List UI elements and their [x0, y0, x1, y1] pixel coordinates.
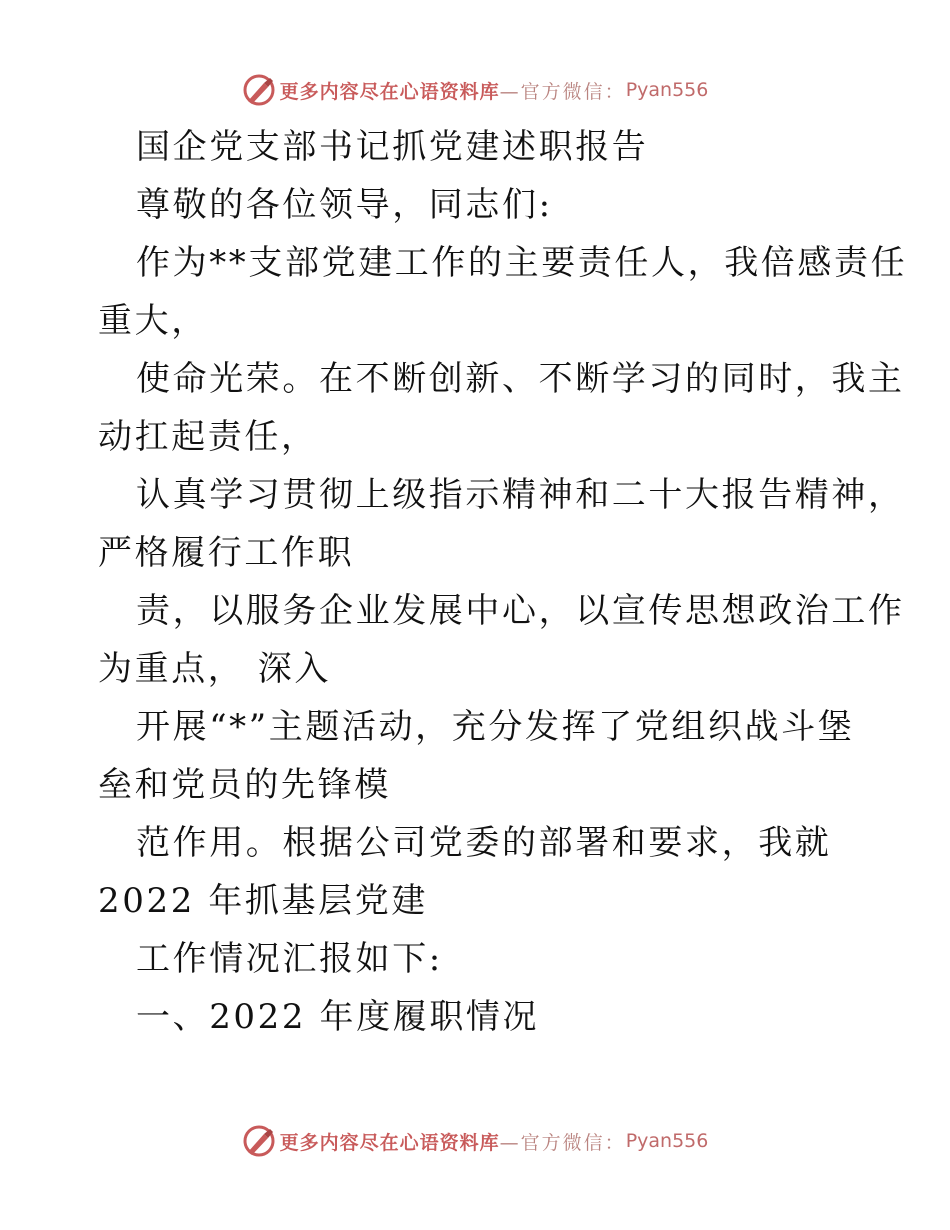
text-line: 动扛起责任，	[98, 417, 318, 457]
document-body	[98, 118, 908, 1046]
text-line: 2022 年抓基层党建	[98, 881, 428, 921]
text-line: 作为**支部党建工作的主要责任人，我倍感责任	[136, 243, 908, 283]
pen-logo-icon	[242, 1124, 276, 1158]
watermark-wechat-id: Pyan556	[625, 1130, 709, 1152]
text-line: 使命光荣。在不断创新、不断学习的同时，我主	[136, 359, 905, 399]
watermark-label: —官方微信：	[499, 1131, 626, 1154]
watermark-label: —官方微信：	[499, 80, 626, 103]
text-line: 重大，	[98, 301, 208, 341]
text-line: 责，以服务企业发展中心，以宣传思想政治工作	[136, 591, 905, 631]
salutation: 尊敬的各位领导，同志们:	[136, 185, 553, 225]
watermark-brand: 更多内容尽在心语资料库	[279, 1131, 500, 1154]
pen-logo-icon	[242, 73, 276, 107]
watermark-footer	[0, 1121, 950, 1161]
text-line: 范作用。根据公司党委的部署和要求，我就	[136, 823, 832, 863]
watermark-wechat-id: Pyan556	[625, 79, 709, 101]
text-line: 开展“*”主题活动，充分发挥了党组织战斗堡	[136, 707, 855, 747]
text-line: 认真学习贯彻上级指示精神和二十大报告精神，	[136, 475, 905, 515]
text-line: 为重点， 深入	[98, 649, 332, 689]
document-title: 国企党支部书记抓党建述职报告	[136, 127, 649, 167]
text-line: 垒和党员的先锋模	[98, 765, 391, 805]
watermark-header	[0, 70, 950, 110]
text-line: 工作情况汇报如下:	[136, 939, 443, 979]
text-line: 严格履行工作职	[98, 533, 355, 573]
watermark-brand: 更多内容尽在心语资料库	[279, 80, 500, 103]
section-heading: 一、2022 年度履职情况	[136, 997, 540, 1037]
